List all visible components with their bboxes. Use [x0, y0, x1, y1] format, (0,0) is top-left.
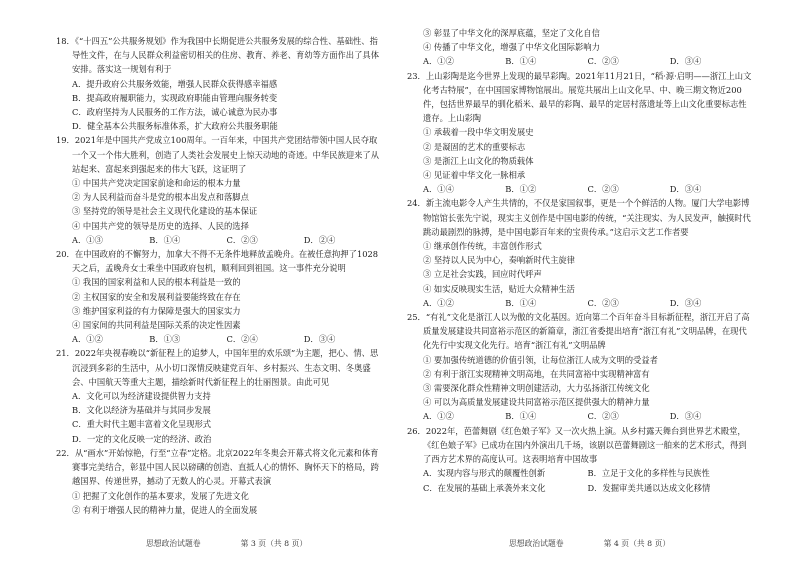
statement-item: ① 承载着一段中华文明发展史 [423, 127, 534, 138]
statement-item: ② 是凝固的艺术的重要标志 [423, 141, 526, 152]
answer-option: C．在发展的基础上承袭外来文化 [423, 482, 546, 493]
answer-option: C．②③ [587, 184, 619, 195]
answer-option: B．①④ [505, 56, 537, 67]
answer-option: D．健全基本公共服务标准体系，扩大政府公共服务职能 [72, 121, 278, 132]
answer-option: D．一定的文化反映一定的经济、政治 [72, 433, 212, 444]
statement-item: ① 把握了文化创作的基本要求，发展了先进文化 [72, 490, 249, 501]
statement-item: ① 我国的国家利益和人民的根本利益是一致的 [72, 277, 241, 288]
question-block [56, 247, 381, 346]
statement-item: ① 要加强传统道德的价值引领，让每位浙江人成为文明的受益者 [423, 354, 658, 365]
question-block [56, 446, 381, 517]
statement-item: ④ 如实反映现实生活，贴近大众精神生活 [423, 283, 575, 294]
answer-option: D．③④ [303, 334, 336, 345]
answer-options [56, 332, 381, 346]
question-block [407, 310, 752, 424]
statement-item: ③ 坚持党的领导是社会主义现代化建设的基本保证 [72, 206, 258, 217]
statement-item: ② 有利于浙江实现精神文明高地，在共同富裕中实现精神富有 [423, 368, 650, 379]
answer-option: A．①② [423, 297, 454, 308]
statement-item: ④ 中国共产党的领导是历史的选择、人民的选择 [72, 220, 249, 231]
question-block [56, 34, 381, 133]
answer-options [56, 233, 381, 247]
statement-item: ① 中国共产党决定国家前途和命运的根本力量 [72, 178, 241, 189]
question-stem: 20．在中国政府的不懈努力，加拿大不得不无条件地释放孟晚舟。在被任意拘押了1028天之后，孟晚舟女士乘坐中国政府包机，顺利回到祖国。这一事件充分说明 [56, 249, 379, 274]
answer-option: C．②③ [587, 297, 619, 308]
answer-option: D．②④ [303, 234, 336, 245]
answer-option: D．③④ [669, 56, 702, 67]
question-stem: 24．新主流电影令人产生共情的，不仅是家国叙事，更是一个个鲜活的人物。厦门大学电影博物馆馆长张先宁说，现实主义创作是中国电影的传统，“关注现实、为人民发声，触摸时代跳动最剧烈的脉搏，是中国电影百年来的宝贵传承。”这启示文艺工作者要 [407, 198, 751, 237]
answer-option: B．①④ [505, 411, 537, 422]
answer-option: D．③④ [669, 411, 702, 422]
question-block [56, 346, 381, 445]
question-stem: 23．上山彩陶是迄今世界上发现的最早彩陶。2021年11月21日，“稻·源·启明——浙江上山文化考古特展”，在中国国家博物馆展出。展览共展出上山文化早、中、晚三期文物近200件，包括世界最早的驯化稻米、最早的彩陶、最早的定居村落遗址等上山文化重要标志性遗存。上山彩陶 [407, 70, 752, 124]
answer-option: D．③④ [669, 297, 702, 308]
question-stem: 21．2022年央视春晚以“新征程上的追梦人，中国年里的欢乐颂”为主题，把心、情、思沉浸到多彩的生活中，从小切口深情反映建党百年、乡村振兴、生态文明、冬奥盛会、中国航天等重大主题，描绘新时代新征程上的壮丽图景。由此可见 [56, 348, 379, 387]
answer-option: C．②④ [226, 334, 258, 345]
answer-option: C．②③ [587, 56, 619, 67]
answer-option: A．①② [423, 56, 454, 67]
question-column [56, 34, 381, 517]
question-stem: 25．“有礼”文化是浙江人以为傲的文化基因。近向第二个百年奋斗目标新征程，浙江开启了高质量发展建设共同富裕示范区的新篇章，浙江省委提出培育“浙江有礼”文明品牌，在现代化先行中实现文化先行。培育“浙江有礼”文明品牌 [407, 312, 750, 351]
answer-options [407, 466, 752, 494]
question-column [407, 26, 752, 495]
answer-options [407, 409, 752, 423]
exam-page-right [397, 0, 794, 561]
answer-option: A．①④ [423, 184, 454, 195]
statement-item: ① 继承创作传统，丰富创作形式 [423, 241, 542, 252]
statement-item: ④ 可以为高质量发展建设共同富裕示范区提供强大的精神力量 [423, 397, 650, 408]
statement-item: ② 坚持以人民为中心，奏响新时代主旋律 [423, 255, 575, 266]
answer-option: C．②③ [226, 234, 258, 245]
question-block [407, 196, 752, 310]
statement-item: ② 为人民利益而奋斗是党的根本出发点和落脚点 [72, 192, 249, 203]
answer-option: B．①③ [149, 334, 181, 345]
statement-item: ③ 立足社会实践，回应时代呼声 [423, 269, 542, 280]
statement-item: ③ 需要深化群众性精神文明创建活动，大力弘扬浙江传统文化 [423, 383, 650, 394]
question-stem: 19．2021年是中国共产党成立100周年。一百年来，中国共产党团结带领中国人民夺取一个又一个伟大胜利，创造了人类社会发展史上惊天动地的奇迹。中华民族迎来了从站起来、富起来到强起来的伟大飞跃，这证明了 [56, 135, 379, 174]
answer-option: C．重大时代主题丰富着文化呈现形式 [72, 419, 212, 430]
answer-option: A．①② [423, 411, 454, 422]
answer-options [407, 182, 752, 196]
page-footer [509, 538, 670, 549]
question-block [407, 69, 752, 197]
answer-option: A．文化可以为经济建设提供智力支持 [72, 391, 211, 402]
page-footer [146, 538, 307, 549]
answer-option: B．文化以经济为基础并与其同步发展 [72, 405, 211, 416]
statement-item: ③ 是浙江上山文化的物质载体 [423, 155, 534, 166]
question-block [56, 133, 381, 247]
footer-title: 思想政治试题卷 [509, 539, 564, 548]
question-block [407, 26, 752, 69]
statement-item: ④ 国家间的共同利益是国际关系的决定性因素 [72, 320, 241, 331]
answer-option: D．③④ [669, 184, 702, 195]
question-block [407, 424, 752, 495]
answer-option: C．政府坚持为人民服务的工作方法，诚心诚意为民办事 [72, 107, 278, 118]
footer-title: 思想政治试题卷 [146, 539, 201, 548]
answer-option: D．发掘审美共通以达成文化移情 [587, 482, 711, 493]
answer-option: B．①④ [505, 297, 537, 308]
statement-item: ③ 彰显了中华文化的深厚底蕴，坚定了文化自信 [423, 28, 600, 38]
answer-option: A．提升政府公共服务效能，增强人民群众获得感幸福感 [72, 78, 278, 89]
footer-page-number: 第 3 页（共 8 页） [240, 539, 308, 548]
question-stem: 26．2022年，芭蕾舞剧《红色娘子军》又一次火热上演。从乡村露天舞台到世界艺术殿堂，《红色娘子军》已成功在国内外演出几千场，该剧以芭蕾舞剧这一舶来的艺术形式，得到了西方艺术界的高度认可。这表明培育中国故事 [407, 425, 747, 465]
answer-option: A．实现内容与形式的颠覆性创新 [423, 468, 546, 479]
answer-options [407, 54, 752, 68]
statement-item: ② 有利于增强人民的精神力量，促进人的全面发展 [72, 504, 258, 515]
question-stem: 18．《“十四五”公共服务规划》作为我国中长期促进公共服务发展的综合性、基础性、指导性文件，在与人民群众利益密切相关的住房、教育、养老、育幼等方面作出了具体安排。落实这一规划有利于 [56, 36, 379, 75]
statement-item: ④ 传播了中华文化，增强了中华文化国际影响力 [423, 42, 600, 53]
statement-item: ③ 维护国家利益的有力保障是强大的国家实力 [72, 305, 241, 316]
question-stem: 22．从“画水”开始惊艳，行至“立春”定格。北京2022年冬奥会开幕式将文化元素和体育赛事完美结合，彰显中国人民以磅礴的创造、直抵人心的情怀、胸怀天下的格局，跨越国界、传递世界，撼动了无数人的心灵。开幕式表演 [56, 447, 379, 487]
answer-option: C．②③ [587, 411, 619, 422]
answer-option: A．①③ [72, 234, 103, 245]
footer-page-number: 第 4 页（共 8 页） [603, 539, 671, 548]
answer-options [407, 296, 752, 310]
answer-option: A．①② [72, 334, 103, 345]
statement-item: ④ 见证着中华文化一脉相承 [423, 170, 526, 181]
answer-option: B．立足于文化的多样性与民族性 [587, 468, 710, 479]
answer-option: B．①④ [149, 234, 181, 245]
answer-option: B．①② [505, 184, 537, 195]
statement-item: ② 主权国家的安全和发展利益要能终致在存在 [72, 291, 241, 302]
answer-option: B．提高政府履职能力，实现政府职能由管理向服务转变 [72, 92, 278, 103]
